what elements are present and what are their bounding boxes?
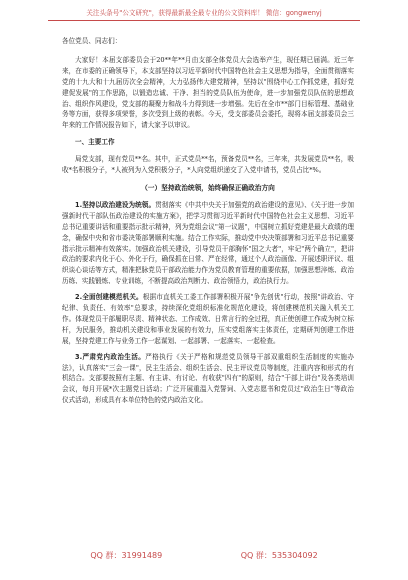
document-header-banner bbox=[48, 6, 360, 21]
item-3-title: 3.严肃党内政治生活。 bbox=[75, 352, 146, 361]
item-1-title: 1.坚持以政治建设为统领。 bbox=[75, 200, 156, 209]
section-1-heading: 一、主要工作 bbox=[75, 138, 115, 147]
footer-qq-group-1: QQ 群：31991489 bbox=[90, 551, 163, 560]
item-1-body: 贯彻落实《中共中央关于加强党的政治建设的意见》、《关于进一步加强新时代干部队伍政治建设的实施方案》，把学习贯彻习近平新时代中国特色社会主义思想、习近平总书记重要讲话和重要指示批示精神，列为党组会议"第一议题"，中国树立抓好党建是最大政绩的理念，确保中央和省市委决策部署顺利实施。结合工作实际，推动党中央决策部署和习近平总书记重要指示批示精神有效落实。加强政治机关建设，引导党员干部胸怀"国之大者"，牢记"两个确立"，把讲政治的要求内化于心、外化于行，确保抓在日常、严在经常，通过个人政治画像、开展述职评议、组织谈心谈话等方式，精准把脉党员干部政治能力作为党员教育管理的重要依据，加强思想淬炼、政治历练、实践锻炼、专业训练，不断提高政治判断力、政治领悟力，政治执行力。 bbox=[62, 200, 354, 286]
item-3-body: 严格执行《关于严格和规范党员领导干部双重组织生活制度的实施办法》，认真落实"三会一课"，民主生活会、组织生活会、民主评议党员等制度，注重内容和形式的有机结合。支部要按照有主题、有主讲、有讨论、有收获"四有"的原则，结合"干部上讲台"及各类培训会议，每月开展*次主题党日活动；广泛开展重温入党誓词、入党志愿书和党员过"政治生日"等政治仪式活动，形成具有本单位特色的党内政治文化。 bbox=[62, 352, 354, 405]
intro-paragraph: 大家好！本届支部委员会于20**年**月由支部全体党员大会选举产生，现任期已届满。近三年来，在市委的正确领导下，本支部坚持以习近平新时代中国特色社会主义思想为指导，全面贯彻落实党的十九大和十九届历次全会精神，大力弘扬伟大建党精神，坚持以"围绕中心工作抓党建，抓好党建促发展"的工作思路，以锻造忠诚、干净、担当的党员队伍为使命，进一步加强党员队伍的思想政治、组织作风建设，党支部的凝聚力和战斗力得到进一步增强。先后在全市**部门目标管理、基础业务等方面，获得多项荣誉，多次受到上级的表彰。今天，受支部委员会委托，现将本届支部委员会三年来的工作情况报告如下，请大家予以审议。 bbox=[62, 55, 354, 130]
section-1-intro: 局党支部，现有党员**名。其中，正式党员**名，预备党员**名，三年来，共发展党员**名，吸收*名积极分子，*人被列为入党积极分子，*人向党组织递交了入党申请书，党员占比*%。 bbox=[62, 155, 354, 175]
item-2-paragraph bbox=[62, 292, 354, 347]
header-promo-text: 关注头条号"公文研究"，获得最新最全最专业的公文资料库！ 微信：gongwenyj bbox=[86, 9, 322, 17]
document-footer bbox=[0, 550, 408, 564]
item-1-paragraph bbox=[62, 200, 354, 287]
section-2-heading: （一）坚持政治统领，始终确保正确政治方向 bbox=[141, 183, 275, 192]
document-body bbox=[62, 36, 354, 406]
item-2-body: 根据市直机关工委工作部署积极开展"争先创优"行动，按照"讲政治、守纪律、负责任、有效率"总要求，持续深化党组织标准化规范化建设，将创建模范机关融入机关工作。体现党员干部履职尽责、精神状态、工作成效、日常言行的全过程，真正使创建工作成为树立标杆，为民服务，推动机关建设和事业发展的有效力，压实党组落实主体责任，定期研判创建工作进展，坚持党建工作与业务工作一起谋划、一起部署、一起落实、一起检查。 bbox=[62, 293, 354, 345]
salutation: 各位党员、同志们： bbox=[62, 37, 122, 45]
footer-qq-group-2: QQ 群：535304092 bbox=[240, 551, 318, 560]
item-2-title: 2.全面创建模范机关。 bbox=[75, 293, 143, 302]
item-3-paragraph bbox=[62, 352, 354, 407]
